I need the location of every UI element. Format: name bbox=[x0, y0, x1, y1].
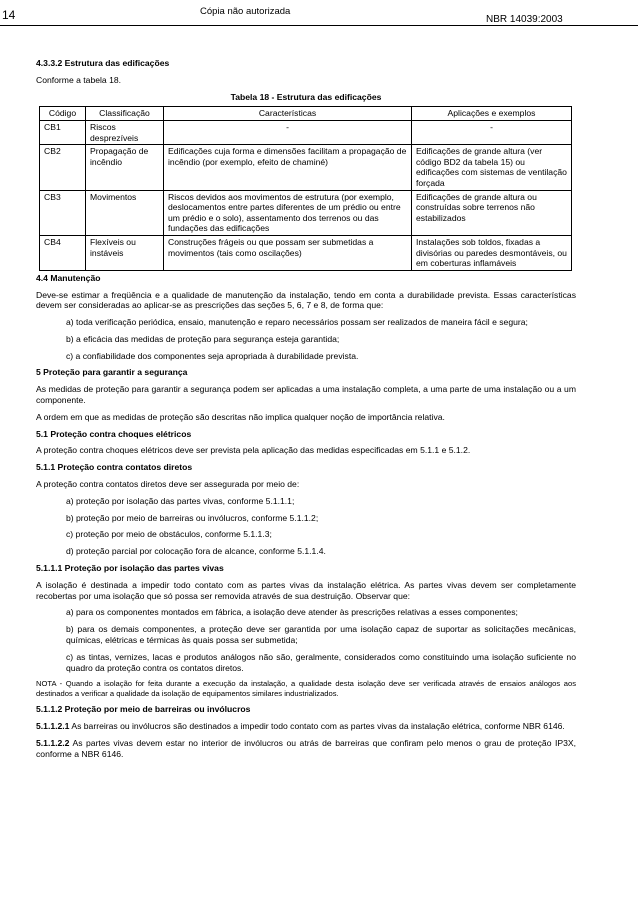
table-cell: Edificações de grande altura ou construídas sobre terrenos não estabilizados bbox=[412, 190, 572, 235]
header-rule bbox=[0, 25, 638, 26]
paragraph: As medidas de proteção para garantir a segurança podem ser aplicadas a uma instalação completa, a uma parte de uma instalação ou a um componente. bbox=[36, 384, 576, 406]
table-row bbox=[40, 235, 572, 270]
standard-code: NBR 14039:2003 bbox=[486, 14, 563, 25]
paragraph: A proteção contra contatos diretos deve ser assegurada por meio de: bbox=[36, 479, 300, 490]
section-heading: 4.3.3.2 Estrutura das edificações bbox=[36, 58, 170, 68]
list-item: c) as tintas, vernizes, lacas e produtos análogos não são, geralmente, considerados como constituindo uma isolação suficiente no quadro da proteção contra os contatos diretos. bbox=[66, 651, 576, 673]
section-heading: 5 Proteção para garantir a segurança bbox=[36, 367, 188, 378]
clause-text: As barreiras ou invólucros são destinados a impedir todo contato com as partes vivas da instalação elétrica, conforme NBR 6146. bbox=[69, 721, 565, 732]
section-heading: 5.1.1.2 Proteção por meio de barreiras ou invólucros bbox=[36, 704, 251, 715]
document-body bbox=[36, 58, 576, 765]
list-item: c) a confiabilidade dos componentes seja apropriada à durabilidade prevista. bbox=[66, 350, 359, 361]
table-cell: CB4 bbox=[40, 235, 86, 270]
paragraph bbox=[36, 721, 576, 732]
table-cell: Construções frágeis ou que possam ser submetidas a movimentos (tais como oscilações) bbox=[164, 235, 412, 270]
col-header: Código bbox=[40, 107, 86, 121]
col-header: Características bbox=[164, 107, 412, 121]
list-item: a) para os componentes montados em fábrica, a isolação deve atender às prescrições relativas a esses componentes; bbox=[66, 607, 518, 618]
paragraph: A proteção contra choques elétricos deve ser prevista pela aplicação das medidas especificadas em 5.1.1 e 5.1.2. bbox=[36, 445, 471, 456]
section-heading: 5.1.1.1 Proteção por isolação das partes vivas bbox=[36, 563, 224, 574]
col-header: Classificação bbox=[86, 107, 164, 121]
paragraph: A ordem em que as medidas de proteção são descritas não implica qualquer noção de importância relativa. bbox=[36, 411, 445, 422]
table-cell: CB2 bbox=[40, 145, 86, 190]
table-header-row bbox=[40, 107, 572, 121]
table-caption: Tabela 18 - Estrutura das edificações bbox=[230, 91, 382, 102]
list-item: a) toda verificação periódica, ensaio, manutenção e reparo necessários possam ser realizados de maneira fácil e segura; bbox=[66, 317, 528, 328]
table-cell: Edificações cuja forma e dimensões facilitam a propagação de incêndio (por exemplo, efeito de chaminé) bbox=[164, 145, 412, 190]
table-cell: - bbox=[164, 120, 412, 144]
section-heading: 5.1.1 Proteção contra contatos diretos bbox=[36, 462, 193, 473]
paragraph: Deve-se estimar a freqüência e a qualidade de manutenção da instalação, tendo em conta a durabilidade prevista. Essas características devem ser consideradas ao aplicar-se as prescrições das seções 5, 6, 7 e 8, de forma que: bbox=[36, 289, 576, 311]
table-cell: CB1 bbox=[40, 120, 86, 144]
structure-table bbox=[39, 106, 572, 270]
table-row bbox=[40, 190, 572, 235]
table-row bbox=[40, 145, 572, 190]
table-cell: Flexíveis ou instáveis bbox=[86, 235, 164, 270]
page-number: 14 bbox=[2, 8, 16, 22]
list-item: d) proteção parcial por colocação fora de alcance, conforme 5.1.1.4. bbox=[66, 546, 326, 557]
table-cell: CB3 bbox=[40, 190, 86, 235]
section-heading: 5.1 Proteção contra choques elétricos bbox=[36, 428, 192, 439]
table-cell: - bbox=[412, 120, 572, 144]
col-header: Aplicações e exemplos bbox=[412, 107, 572, 121]
paragraph: Conforme a tabela 18. bbox=[36, 74, 122, 85]
section-heading: 4.4 Manutenção bbox=[36, 272, 101, 283]
list-item: b) proteção por meio de barreiras ou invólucros, conforme 5.1.1.2; bbox=[66, 512, 319, 523]
clause-text: As partes vivas devem estar no interior de invólucros ou atrás de barreiras que confiram pelo menos o grau de proteção IP3X, conforme a NBR 6146. bbox=[36, 737, 576, 759]
table-cell: Riscos desprezíveis bbox=[86, 120, 164, 144]
table-cell: Propagação de incêndio bbox=[86, 145, 164, 190]
paragraph bbox=[36, 738, 576, 760]
clause-number: 5.1.1.2.2 bbox=[36, 737, 70, 748]
paragraph: A isolação é destinada a impedir todo contato com as partes vivas da instalação elétrica. As partes vivas devem ser completamente recobertas por uma isolação que só possa ser removida através de sua destruição. Observar que: bbox=[36, 579, 576, 601]
table-cell: Riscos devidos aos movimentos de estrutura (por exemplo, deslocamentos entre partes diferentes de um prédio ou entre um prédio e o solo), assentamento dos terrenos ou das fundações das edificações bbox=[164, 190, 412, 235]
watermark-text: Cópia não autorizada bbox=[200, 6, 291, 17]
table-cell: Edificações de grande altura (ver código BD2 da tabela 15) ou edificações com sistemas de ventilação forçada bbox=[412, 145, 572, 190]
list-item: a) proteção por isolação das partes vivas, conforme 5.1.1.1; bbox=[66, 495, 295, 506]
list-item: b) para os demais componentes, a proteção deve ser garantida por uma isolação capaz de suportar as solicitações mecânicas, químicas, elétricas e térmicas às quais possa ser submetida; bbox=[66, 624, 576, 646]
list-item: c) proteção por meio de obstáculos, conforme 5.1.1.3; bbox=[66, 529, 272, 540]
table-cell: Movimentos bbox=[86, 190, 164, 235]
table-cell: Instalações sob toldos, fixadas a divisórias ou paredes desmontáveis, ou em coberturas inflamáveis bbox=[412, 235, 572, 270]
table-row bbox=[40, 120, 572, 144]
list-item: b) a eficácia das medidas de proteção para segurança esteja garantida; bbox=[66, 333, 340, 344]
note-text: NOTA - Quando a isolação for feita durante a execução da instalação, a qualidade desta isolação deve ser verificada através de ensaios análogos aos destinados a verificar a qualidade da isolação de equipamentos similares industrializados. bbox=[36, 679, 576, 698]
clause-number: 5.1.1.2.1 bbox=[36, 721, 70, 732]
